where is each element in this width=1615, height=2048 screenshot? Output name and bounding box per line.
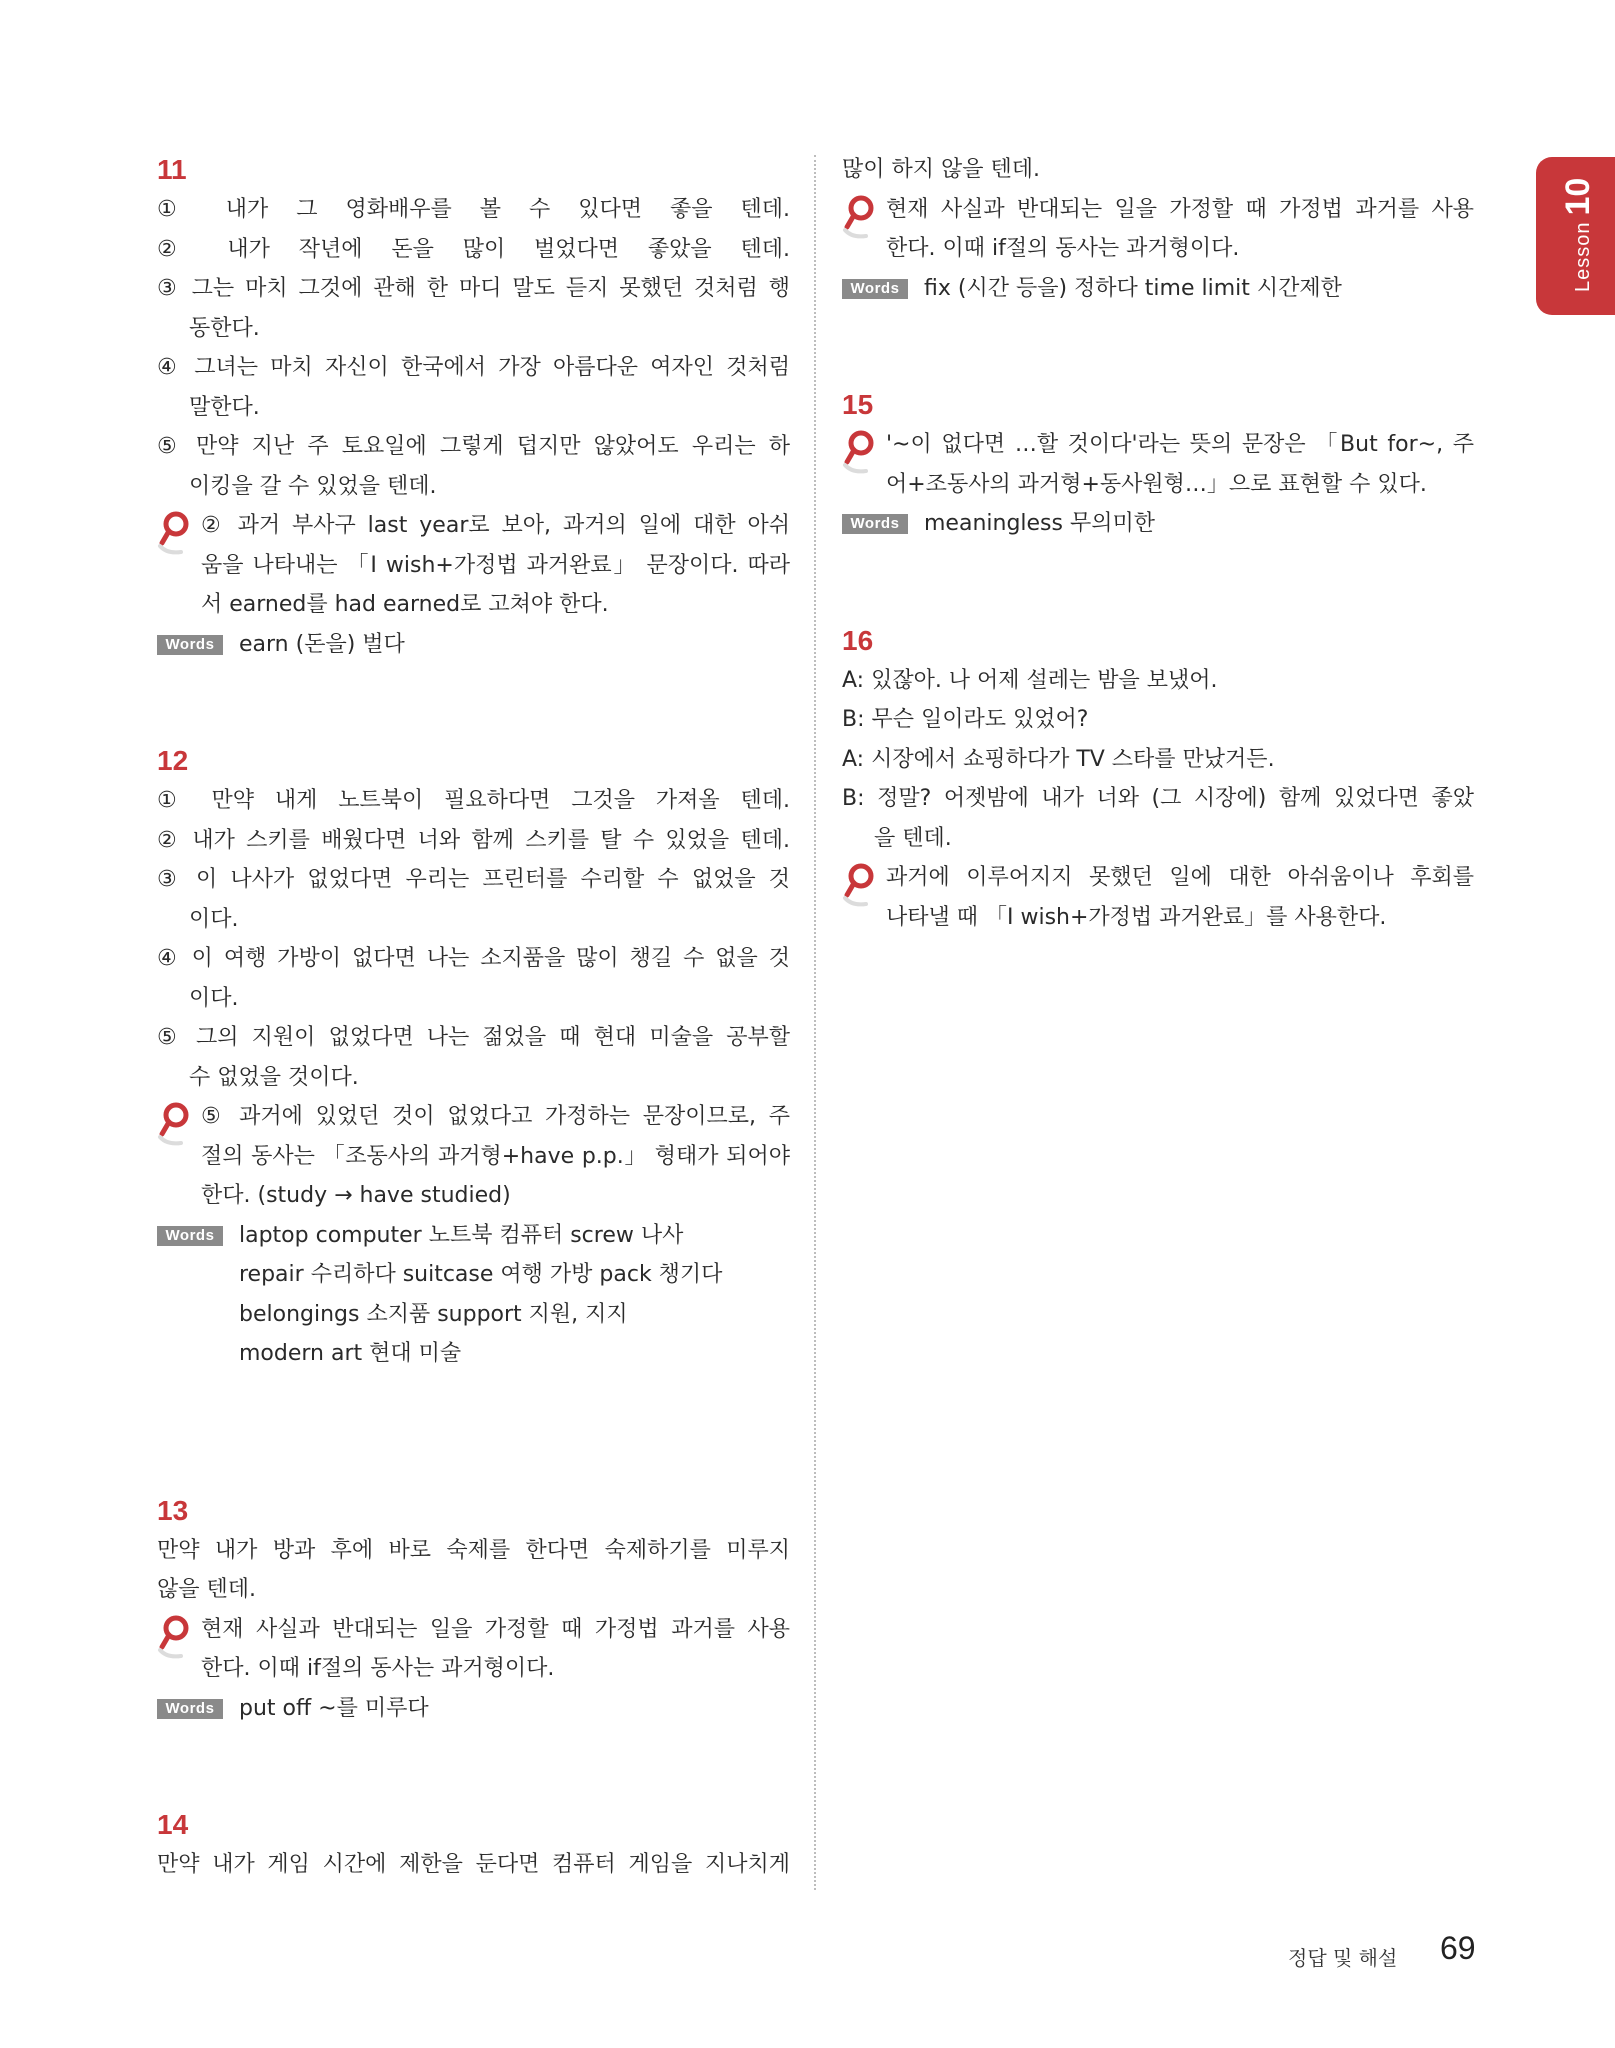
answer-11 <box>157 150 790 664</box>
explanation-line: 과거에 이루어지지 못했던 일에 대한 아쉬움이나 후회를 <box>886 865 1474 890</box>
explanation-line: 한다. 이때 if절의 동사는 과거형이다. <box>886 236 1240 261</box>
answer-line: 수 없었을 것이다. <box>189 1064 359 1090</box>
answer-12 <box>157 741 790 1374</box>
answer-line: 만약 내가 방과 후에 바로 숙제를 한다면 숙제하기를 미루지 <box>157 1537 790 1563</box>
words-line: fix (시간 등을) 정하다 time limit 시간제한 <box>924 275 1342 301</box>
question-number: 11 <box>157 154 187 185</box>
explanation-line: ⑤ 과거에 있었던 것이 없었다고 가정하는 문장이므로, 주 <box>201 1104 790 1129</box>
magnifier-icon <box>157 510 191 560</box>
words-line: repair 수리하다 suitcase 여행 가방 pack 챙기다 <box>239 1262 723 1287</box>
right-column <box>842 150 1474 937</box>
question-number: 14 <box>157 1809 189 1840</box>
answer-line: ① 내가 그 영화배우를 볼 수 있다면 좋을 텐데. <box>157 197 790 222</box>
explanation <box>842 190 1474 269</box>
words-line: earn (돈을) 벌다 <box>239 631 405 657</box>
answer-line: ⑤ 그의 지원이 없었다면 나는 젊었을 때 현대 미술을 공부할 <box>157 1025 790 1050</box>
explanation-line: ② 과거 부사구 last year로 보아, 과거의 일에 대한 아쉬 <box>201 513 790 538</box>
answer-line: 많이 하지 않을 텐데. <box>842 157 1040 182</box>
answer-line: ① 만약 내게 노트북이 필요하다면 그것을 가져올 텐데. <box>157 788 790 813</box>
magnifier-icon <box>157 1614 191 1664</box>
answer-line: ③ 이 나사가 없었다면 우리는 프린터를 수리할 수 없었을 것 <box>157 867 790 892</box>
answer-line: ③ 그는 마치 그것에 관해 한 마디 말도 듣지 못했던 것처럼 행 <box>157 276 790 301</box>
explanation-line: 현재 사실과 반대되는 일을 가정할 때 가정법 과거를 사용 <box>201 1616 790 1642</box>
answer-line: 이다. <box>189 906 239 932</box>
dialogue-line: 을 텐데. <box>874 825 952 851</box>
answer-line: 말한다. <box>189 394 260 420</box>
words-line: laptop computer 노트북 컴퓨터 screw 나사 <box>239 1222 684 1248</box>
words-section <box>842 504 1474 544</box>
page-number: 69 <box>1440 1930 1476 1966</box>
answer-line: 동한다. <box>189 315 260 341</box>
explanation-line: 나타낼 때 「I wish+가정법 과거완료」를 사용한다. <box>886 904 1387 930</box>
magnifier-icon <box>842 862 876 912</box>
answer-line: ④ 그녀는 마치 자신이 한국에서 가장 아름다운 여자인 것처럼 <box>157 355 790 380</box>
dialogue-line: A: 있잖아. 나 어제 설레는 밤을 보냈어. <box>842 667 1218 693</box>
words-badge: Words <box>157 1226 223 1246</box>
words-badge: Words <box>842 514 908 534</box>
words-line: meaningless 무의미한 <box>924 511 1155 536</box>
words-section <box>157 1216 790 1374</box>
explanation <box>157 1610 790 1689</box>
question-number: 15 <box>842 389 874 420</box>
answer-14-continued <box>842 150 1474 308</box>
dialogue-line: B: 정말? 어젯밤에 내가 너와 (그 시장에) 함께 있었다면 좋았 <box>842 786 1474 811</box>
answer-line: ④ 이 여행 가방이 없다면 나는 소지품을 많이 챙길 수 없을 것 <box>157 946 790 971</box>
explanation-line: 서 earned를 had earned로 고쳐야 한다. <box>201 592 609 617</box>
answer-13 <box>157 1491 790 1729</box>
answer-16 <box>842 621 1474 938</box>
answer-line: ② 내가 스키를 배웠다면 너와 함께 스키를 탈 수 있었을 텐데. <box>157 827 790 853</box>
words-line: put off ~를 미루다 <box>239 1695 429 1721</box>
explanation-line: 어+조동사의 과거형+동사원형…」으로 표현할 수 있다. <box>886 471 1427 497</box>
explanation <box>157 1097 790 1216</box>
words-line: belongings 소지품 support 지원, 지지 <box>239 1301 628 1327</box>
words-section <box>157 1689 790 1729</box>
question-number: 13 <box>157 1494 189 1526</box>
question-number: 16 <box>842 624 874 656</box>
answer-line: 만약 내가 게임 시간에 제한을 둔다면 컴퓨터 게임을 지나치게 <box>157 1852 790 1877</box>
words-section <box>842 269 1474 309</box>
dialogue-line: A: 시장에서 쇼핑하다가 TV 스타를 만났거든. <box>842 746 1275 772</box>
lesson-label <box>1559 178 1598 292</box>
left-column <box>157 150 790 1885</box>
explanation-line: 절의 동사는 「조동사의 과거형+have p.p.」 형태가 되어야 <box>201 1143 790 1169</box>
words-badge: Words <box>157 1699 223 1719</box>
column-divider <box>814 155 816 1890</box>
explanation-line: 한다. 이때 if절의 동사는 과거형이다. <box>201 1656 555 1681</box>
explanation-line: 움을 나타내는 「I wish+가정법 과거완료」 문장이다. 따라 <box>201 552 790 578</box>
answer-15 <box>842 385 1474 544</box>
lesson-number: 10 <box>1559 177 1597 216</box>
answer-line: 이다. <box>189 985 239 1011</box>
lesson-word: Lesson <box>1572 221 1594 292</box>
words-line: modern art 현대 미술 <box>239 1341 462 1366</box>
answer-14 <box>157 1805 790 1885</box>
answer-line: ② 내가 작년에 돈을 많이 벌었다면 좋았을 텐데. <box>157 236 790 262</box>
answer-line: 이킹을 갈 수 있었을 텐데. <box>189 473 437 499</box>
explanation <box>842 425 1474 504</box>
magnifier-icon <box>157 1101 191 1151</box>
explanation <box>842 858 1474 937</box>
answer-line: ⑤ 만약 지난 주 토요일에 그렇게 덥지만 않았어도 우리는 하 <box>157 434 790 459</box>
magnifier-icon <box>842 194 876 244</box>
question-number: 12 <box>157 745 189 776</box>
footer-label: 정답 및 해설 <box>1288 1946 1398 1970</box>
answer-line: 않을 텐데. <box>157 1577 256 1602</box>
words-badge: Words <box>842 279 908 299</box>
dialogue-line: B: 무슨 일이라도 있었어? <box>842 707 1089 732</box>
explanation-line: '~이 없다면 …할 것이다'라는 뜻의 문장은 「But for~, 주 <box>886 432 1474 457</box>
magnifier-icon <box>842 429 876 479</box>
explanation-line: 현재 사실과 반대되는 일을 가정할 때 가정법 과거를 사용 <box>886 196 1474 222</box>
explanation-line: 한다. (study → have studied) <box>201 1183 511 1208</box>
explanation <box>157 506 790 625</box>
words-badge: Words <box>157 635 223 655</box>
words-section <box>157 625 790 665</box>
